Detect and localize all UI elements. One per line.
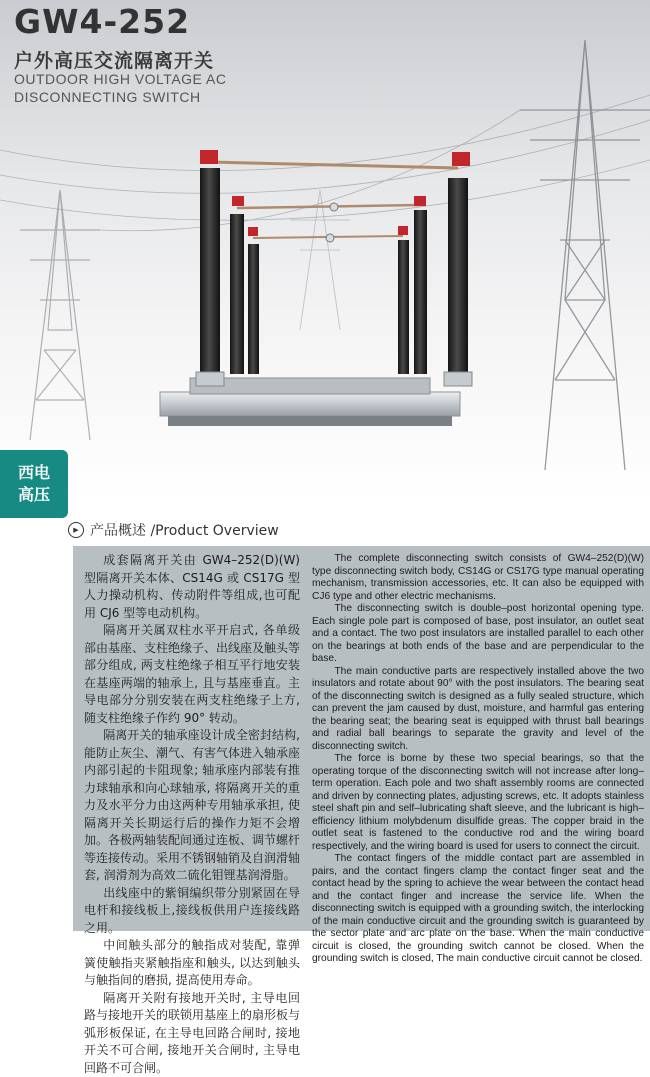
badge-line1: 西电 [18, 462, 50, 484]
terminal-cap-left-2 [232, 196, 244, 206]
product-title-en [14, 70, 226, 106]
overview-en-paragraph: The contact fingers of the middle contact part are assembled in pairs, and the contact fingers clamp the contact finger seat and the contact head by the spring to achieve the wear between the contact head and the contact finger and increase the service life. When the disconnecting switch is equipped with a grounding switch, the interlocking of the main conductive circuit and the grounding switch is guaranteed by the sector plate and arc plate on the base. When the main conductive circuit is closed, the grounding switch cannot be closed. When the grounding switch is closed, The main conductive circuit cannot be closed. [312, 853, 644, 966]
insulator-right-3 [398, 240, 409, 374]
power-lines [0, 95, 650, 231]
overview-en-paragraph: The main conductive parts are respectively installed above the two insulators and rotate about 90° with the post insulators. The bearing seat of the disconnecting switch is designed as a fully sealed structure, which can prevent the jam caused by dust, moisture, and harmful gas entering the bearing seat; the bearing seat is equipped with thrust ball bearings and radial ball bearings to separate the gravity and level of the disconnecting switch. [312, 666, 644, 754]
terminal-cap-left-1 [200, 150, 218, 164]
play-circle-icon: ▶ [68, 522, 84, 538]
product-title-en-line2: DISCONNECTING SWITCH [14, 88, 226, 106]
base-frame [168, 416, 452, 426]
insulator-right-1 [448, 178, 468, 373]
disconnecting-switch [160, 150, 472, 426]
overview-english-column [312, 553, 644, 966]
overview-cn-paragraph: 隔离开关附有接地开关时, 主导电回路与接地开关的联锁用基座上的扇形板与弧形板保证, 在主导电回路合闸时, 接地开关不可合闸, 接地开关合闸时, 主导电回路不可合闸。 [84, 990, 300, 1077]
overview-cn-paragraph: 成套隔离开关由 GW4–252(D)(W) 型隔离开关本体、CS14G 或 CS17G 型人力操动机构、传动附件等组成,也可配用 CJ6 型等电动机构。 [84, 552, 300, 622]
terminal-cap-right-2 [414, 196, 426, 206]
brand-badge [0, 450, 68, 518]
insulator-left-1 [200, 168, 220, 373]
terminal-cap-right-1 [452, 152, 470, 166]
overview-en-paragraph: The force is borne by these two special bearings, so that the operating torque of the disconnecting switch will not increase after long–term operation. Each pole and two shaft assembly rooms are connected and driven by connecting plates, adjusting screws, etc. It adopts stainless steel shaft pin and self–lubricating shaft sleeve, and the lubricant is high–efficiency lithium molybdenum disulfide greas. The copper braid in the outlet seat is fastened to the conductive rod and the wiring board respectively, and the wiring board is used for users to connect the circuit. [312, 753, 644, 853]
transmission-tower-left [20, 190, 100, 440]
transmission-tower-center [290, 190, 350, 330]
model-number: GW4-252 [14, 2, 190, 41]
product-title-cn: 户外高压交流隔离开关 [14, 46, 214, 73]
overview-en-paragraph: The disconnecting switch is double–post horizontal opening type. Each single pole part is composed of base, post insulator, an outlet seat and a contact. The two post insulators are installed parallel to each other on the bearings at both ends of the base and are perpendicular to the base. [312, 603, 644, 666]
section-title: 产品概述 /Product Overview [90, 520, 279, 540]
insulator-left-2 [230, 214, 244, 374]
insulator-right-2 [414, 210, 427, 374]
product-title-en-line1: OUTDOOR HIGH VOLTAGE AC [14, 70, 226, 88]
overview-cn-paragraph: 隔离开关的轴承座设计成全密封结构, 能防止灰尘、潮气、有害气体进入轴承座内部引起的卡阻现象; 轴承座内部装有推力球轴承和向心球轴承, 将隔离开关的重力及水平分力由这两种专用轴承承担, 使隔离开关长期运行后的操作力矩不会增加。各极两轴装配间通过连板、调节螺杆等连接传动。采用不锈钢轴销及自润滑轴套, 润滑剂为高效二硫化钼锂基润滑脂。 [84, 727, 300, 885]
terminal-cap-left-3 [248, 227, 258, 236]
hero-banner [0, 0, 650, 500]
terminal-cap-right-3 [398, 226, 408, 235]
overview-en-paragraph: The complete disconnecting switch consists of GW4–252(D)(W) type disconnecting switch body, CS14G or CS17G type manual operating mechanism, transmission accessories, etc. It can also be equipped with CJ6 type and other electric mechanisms. [312, 553, 644, 603]
overview-cn-paragraph: 出线座中的紫铜编织带分别紧固在导电杆和接线板上,接线板供用户连接线路之用。 [84, 885, 300, 938]
overview-cn-paragraph: 隔离开关属双柱水平开启式, 各单级部由基座、支柱绝缘子、出线座及触头等部分组成, 两支柱绝缘子相互平行地安装在基座两端的轴承上, 且与基座垂直。主导电部分分别安装在两支柱绝缘子上方,随支柱绝缘子作约 90° 转动。 [84, 622, 300, 727]
transmission-tower-right-large [520, 40, 650, 470]
badge-line2: 高压 [18, 484, 50, 506]
section-heading [68, 520, 279, 540]
conductive-rod-2 [237, 205, 420, 208]
insulator-left-3 [248, 244, 259, 374]
switch-base [160, 392, 460, 416]
base-plate [190, 378, 430, 394]
overview-chinese-column [84, 552, 300, 1077]
overview-cn-paragraph: 中间触头部分的触指成对装配, 靠弹簧使触指夹紧触指座和触头, 以达到触头与触指间的磨损, 提高使用寿命。 [84, 937, 300, 990]
